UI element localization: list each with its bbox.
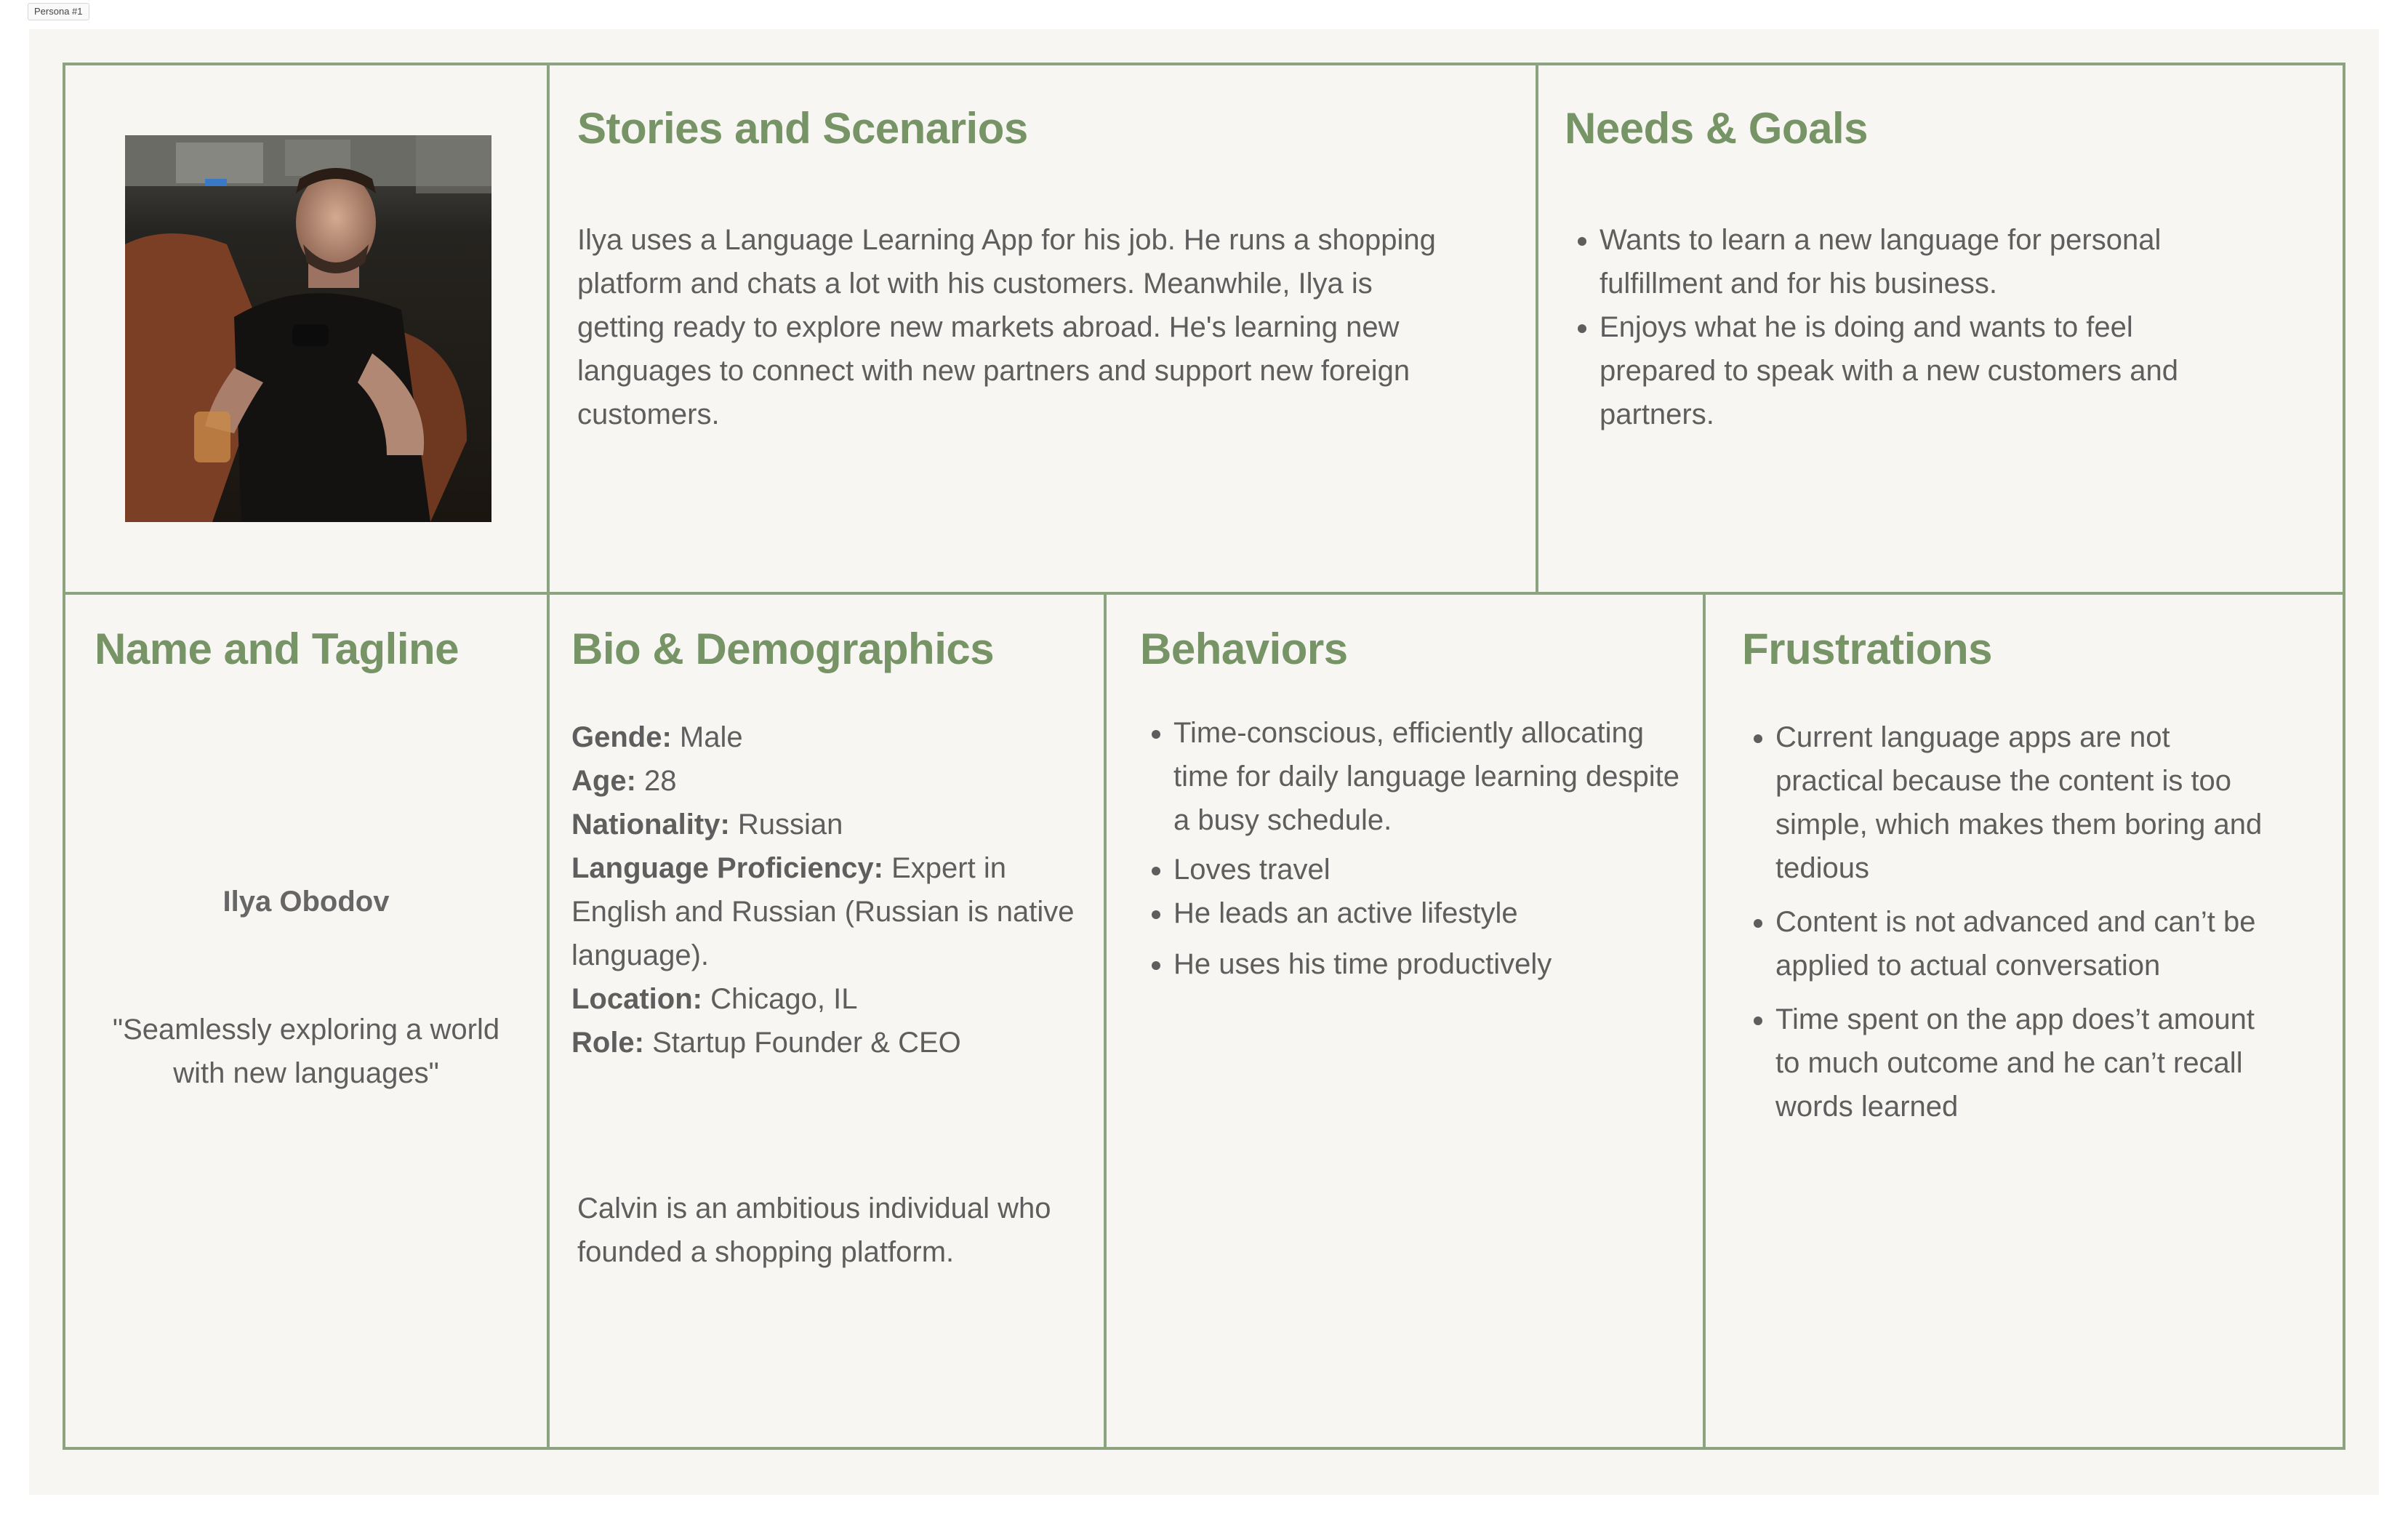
bio-field-role [571,1021,1095,1064]
stories-cell [547,63,1538,595]
stories-title: Stories and Scenarios [577,104,1028,153]
persona-photo [125,135,491,522]
name-cell [63,592,550,1450]
behaviors-list [1140,711,1682,986]
bio-field-age [571,759,1095,803]
frustrations-list [1742,715,2277,1128]
bio-title: Bio & Demographics [571,625,995,673]
frustrations-cell [1703,592,2345,1450]
field-value: Russian [729,809,843,841]
bio-field-language [571,846,1095,977]
behaviors-item: • Loves travel [1173,848,1682,891]
stories-text: Ilya uses a Language Learning App for his job. He runs a shopping platform and chats a lot with his customers. Meanwhile, Ilya is getting ready to explore new markets abroad. He's learning new languages to connect with new partners and support new foreign customers. [577,224,1436,430]
field-label: Nationality: [571,809,730,841]
bio-field-location [571,977,1095,1021]
behaviors-item: • He uses his time productively [1173,942,1682,986]
field-label: Language Proficiency: [571,852,883,884]
frustrations-item: • Current language apps are not practical because the content is too simple, which makes them boring and tedious [1775,715,2277,890]
bio-field-gender [571,715,1095,759]
persona-name: Ilya Obodov [222,886,390,918]
persona-tagline: "Seamlessly exploring a world with new languages" [112,1014,500,1089]
field-label: Location: [571,983,702,1015]
behaviors-title: Behaviors [1140,625,1348,673]
behaviors-cell [1104,592,1706,1450]
bio-field-nationality [571,803,1095,846]
behaviors-item: • He leads an active lifestyle [1173,891,1682,935]
field-label: Role: [571,1027,644,1059]
field-label: Gende: [571,721,672,753]
needs-item: • Enjoys what he is doing and wants to feel prepared to speak with a new customers and partners. [1600,305,2254,436]
bio-fields [571,715,1095,1064]
bio-cell [547,592,1107,1450]
needs-title: Needs & Goals [1565,104,1868,153]
frame-label[interactable]: Persona #1 [28,3,89,20]
needs-item: • Wants to learn a new language for personal fulfillment and for his business. [1600,218,2254,305]
field-value: Startup Founder & CEO [644,1027,961,1059]
field-value: Male [671,721,743,753]
bio-summary: Calvin is an ambitious individual who founded a shopping platform. [577,1192,1051,1268]
needs-list [1566,218,2254,436]
frustrations-item: • Time spent on the app does’t amount to much outcome and he can’t recall words learned [1775,998,2277,1128]
field-value: Expert in English and Russian (Russian is native language). [571,852,1075,971]
persona-board [29,29,2379,1495]
persona-photo-image [125,135,491,522]
field-value: Chicago, IL [702,983,858,1015]
field-value: 28 [635,765,677,797]
photo-cell [63,63,550,595]
frustrations-title: Frustrations [1742,625,1993,673]
frustrations-item: • Content is not advanced and can’t be applied to actual conversation [1775,900,2277,987]
needs-cell [1536,63,2345,595]
name-title: Name and Tagline [95,625,459,673]
field-label: Age: [571,765,636,797]
behaviors-item: • Time-conscious, efficiently allocating time for daily language learning despite a busy schedule. [1173,711,1682,842]
